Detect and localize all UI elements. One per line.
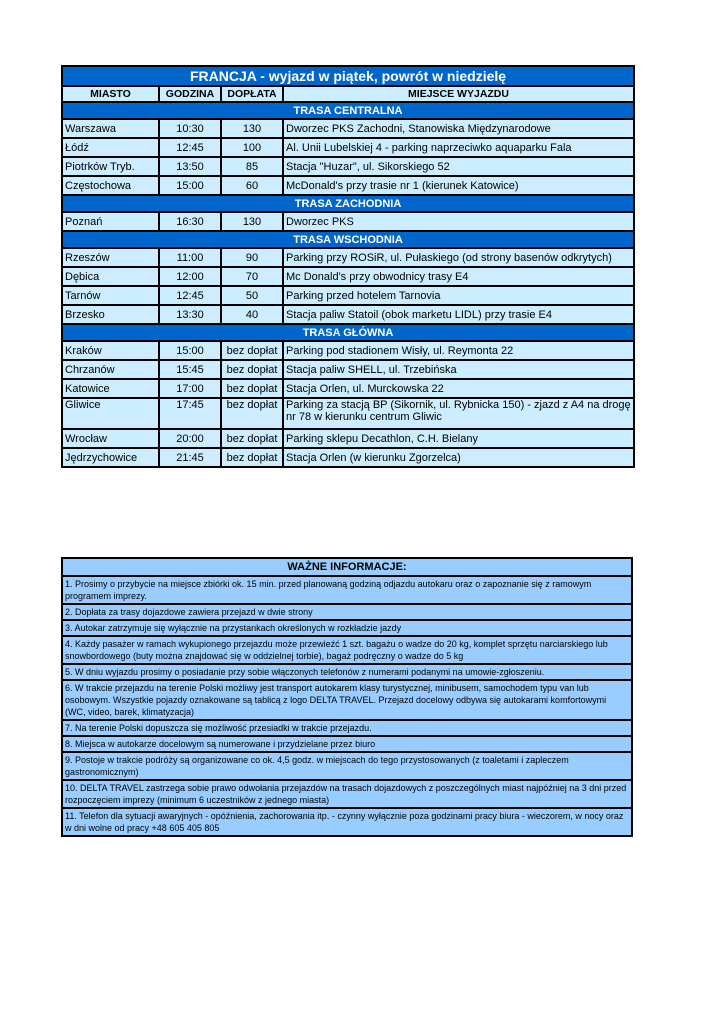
stop-time: 13:30 bbox=[159, 305, 221, 324]
stop-place: Stacja "Huzar", ul. Sikorskiego 52 bbox=[283, 157, 634, 176]
stop-place: Stacja paliw Statoil (obok marketu LIDL) przy trasie E4 bbox=[283, 305, 634, 324]
stop-surcharge: bez dopłat bbox=[221, 341, 283, 360]
stop-time: 11:00 bbox=[159, 248, 221, 267]
stop-time: 12:45 bbox=[159, 286, 221, 305]
stop-row bbox=[62, 286, 634, 305]
stop-city: Poznań bbox=[62, 212, 159, 231]
departure-schedule-table bbox=[61, 65, 635, 468]
stop-place: Parking sklepu Decathlon, C.H. Bielany bbox=[283, 429, 634, 448]
info-item: 10. DELTA TRAVEL zastrzega sobie prawo odwołania przejazdów na trasach dojazdowych z poszczególnych miast najpóźniej na 3 dni przed rozpoczęciem imprezy (minimum 6 uczestników z jednego miasta) bbox=[62, 780, 632, 808]
stop-place: Mc Donald's przy obwodnicy trasy E4 bbox=[283, 267, 634, 286]
stop-surcharge: bez dopłat bbox=[221, 379, 283, 398]
stop-surcharge: 40 bbox=[221, 305, 283, 324]
stop-surcharge: 50 bbox=[221, 286, 283, 305]
stop-time: 15:00 bbox=[159, 341, 221, 360]
stop-row bbox=[62, 119, 634, 138]
stop-surcharge: 90 bbox=[221, 248, 283, 267]
stop-place: Stacja paliw SHELL, ul. Trzebińska bbox=[283, 360, 634, 379]
stop-place: Stacja Orlen, ul. Murckowska 22 bbox=[283, 379, 634, 398]
stop-row bbox=[62, 305, 634, 324]
info-item-row bbox=[62, 620, 632, 636]
stop-surcharge: 70 bbox=[221, 267, 283, 286]
stop-place: Dworzec PKS Zachodni, Stanowiska Międzynarodowe bbox=[283, 119, 634, 138]
route-name: TRASA ZACHODNIA bbox=[62, 195, 634, 212]
stop-time: 16:30 bbox=[159, 212, 221, 231]
stop-place: Parking przy ROSiR, ul. Pułaskiego (od strony basenów odkrytych) bbox=[283, 248, 634, 267]
info-item-row bbox=[62, 780, 632, 808]
stop-row bbox=[62, 360, 634, 379]
stop-time: 12:45 bbox=[159, 138, 221, 157]
info-item-row bbox=[62, 736, 632, 752]
stop-row bbox=[62, 398, 634, 429]
route-name: TRASA WSCHODNIA bbox=[62, 231, 634, 248]
info-item: 6. W trakcie przejazdu na terenie Polski możliwy jest transport autokarem klasy turystycznej, minibusem, samochodem typu van lub osobowym. Wszystkie pojazdy oznakowane są tablicą z logo DELTA TRAVEL. Przejazd docelowy odbywa się autokarami komfortowymi (WC, video, barek, klimatyzacja) bbox=[62, 680, 632, 720]
info-title: WAŻNE INFORMACJE: bbox=[62, 558, 632, 576]
stop-city: Dębica bbox=[62, 267, 159, 286]
stop-time: 17:00 bbox=[159, 379, 221, 398]
route-name: TRASA GŁÓWNA bbox=[62, 324, 634, 341]
stop-city: Jędrzychowice bbox=[62, 448, 159, 467]
route-section-row bbox=[62, 195, 634, 212]
stop-row bbox=[62, 157, 634, 176]
stop-city: Kraków bbox=[62, 341, 159, 360]
stop-place: Parking za stacją BP (Sikornik, ul. Rybnicka 150) - zjazd z A4 na drogę nr 78 w kierunku centrum Gliwic bbox=[283, 398, 634, 429]
stop-surcharge: bez dopłat bbox=[221, 398, 283, 429]
stop-city: Brzesko bbox=[62, 305, 159, 324]
stop-surcharge: 130 bbox=[221, 119, 283, 138]
stop-place: McDonald's przy trasie nr 1 (kierunek Katowice) bbox=[283, 176, 634, 195]
info-item: 3. Autokar zatrzymuje się wyłącznie na przystankach określonych w rozkładzie jazdy bbox=[62, 620, 632, 636]
info-item-row bbox=[62, 680, 632, 720]
info-item: 11. Telefon dla sytuacji awaryjnych - opóźnienia, zachorowania itp. - czynny wyłącznie poza godzinami pracy biura - wieczorem, w nocy oraz w dni wolne od pracy +48 605 405 805 bbox=[62, 808, 632, 836]
stop-surcharge: bez dopłat bbox=[221, 360, 283, 379]
stop-row bbox=[62, 212, 634, 231]
stop-row bbox=[62, 248, 634, 267]
route-section-row bbox=[62, 102, 634, 119]
info-item-row bbox=[62, 664, 632, 680]
stop-surcharge: bez dopłat bbox=[221, 429, 283, 448]
info-item: 5. W dniu wyjazdu prosimy o posiadanie przy sobie włączonych telefonów z numerami podanymi na umowie-zgłoszeniu. bbox=[62, 664, 632, 680]
stop-city: Katowice bbox=[62, 379, 159, 398]
stop-city: Rzeszów bbox=[62, 248, 159, 267]
stop-city: Łódź bbox=[62, 138, 159, 157]
route-section-row bbox=[62, 231, 634, 248]
stop-time: 15:00 bbox=[159, 176, 221, 195]
info-item: 8. Miejsca w autokarze docelowym są numerowane i przydzielane przez biuro bbox=[62, 736, 632, 752]
info-item: 7. Na terenie Polski dopuszcza się możliwość przesiadki w trakcie przejazdu. bbox=[62, 720, 632, 736]
stop-time: 17:45 bbox=[159, 398, 221, 429]
stop-surcharge: 100 bbox=[221, 138, 283, 157]
info-item-row bbox=[62, 636, 632, 664]
stop-time: 10:30 bbox=[159, 119, 221, 138]
stop-row bbox=[62, 341, 634, 360]
schedule-title: FRANCJA - wyjazd w piątek, powrót w niedzielę bbox=[62, 66, 634, 86]
stop-city: Częstochowa bbox=[62, 176, 159, 195]
header-time: GODZINA bbox=[159, 86, 221, 102]
info-item-row bbox=[62, 720, 632, 736]
route-name: TRASA CENTRALNA bbox=[62, 102, 634, 119]
info-item-row bbox=[62, 808, 632, 836]
stop-city: Tarnów bbox=[62, 286, 159, 305]
stop-time: 21:45 bbox=[159, 448, 221, 467]
important-info-table bbox=[61, 557, 633, 837]
stop-time: 12:00 bbox=[159, 267, 221, 286]
info-header-row bbox=[62, 558, 632, 576]
info-item-row bbox=[62, 604, 632, 620]
header-city: MIASTO bbox=[62, 86, 159, 102]
stop-surcharge: 85 bbox=[221, 157, 283, 176]
stop-place: Parking przed hotelem Tarnovia bbox=[283, 286, 634, 305]
schedule-title-row bbox=[62, 66, 634, 86]
stop-row bbox=[62, 429, 634, 448]
stop-row bbox=[62, 267, 634, 286]
stop-surcharge: bez dopłat bbox=[221, 448, 283, 467]
stop-row bbox=[62, 379, 634, 398]
route-section-row bbox=[62, 324, 634, 341]
info-item-row bbox=[62, 576, 632, 604]
info-item-row bbox=[62, 752, 632, 780]
stop-row bbox=[62, 448, 634, 467]
stop-city: Chrzanów bbox=[62, 360, 159, 379]
stop-city: Gliwice bbox=[62, 398, 159, 429]
info-item: 9. Postoje w trakcie podróży są organizowane co ok. 4,5 godz. w miejscach do tego przystosowanych (z toaletami i zapleczem gastronomicznym) bbox=[62, 752, 632, 780]
info-item: 1. Prosimy o przybycie na miejsce zbiórki ok. 15 min. przed planowaną godziną odjazdu autokaru oraz o zapoznanie się z ramowym programem imprezy. bbox=[62, 576, 632, 604]
stop-place: Al. Unii Lubelskiej 4 - parking naprzeciwko aquaparku Fala bbox=[283, 138, 634, 157]
stop-place: Stacja Orlen (w kierunku Zgorzelca) bbox=[283, 448, 634, 467]
stop-time: 20:00 bbox=[159, 429, 221, 448]
info-item: 2. Dopłata za trasy dojazdowe zawiera przejazd w dwie strony bbox=[62, 604, 632, 620]
header-surcharge: DOPŁATA bbox=[221, 86, 283, 102]
stop-row bbox=[62, 176, 634, 195]
info-item: 4. Każdy pasażer w ramach wykupionego przejazdu może przewieźć 1 szt. bagażu o wadze do 20 kg, komplet sprzętu narciarskiego lub snowbordowego (buty można znajdować się w oddzielnej torbie), bagaż podręczny o wadze do 5 kg bbox=[62, 636, 632, 664]
stop-time: 15:45 bbox=[159, 360, 221, 379]
header-place: MIEJSCE WYJAZDU bbox=[283, 86, 634, 102]
stop-time: 13:50 bbox=[159, 157, 221, 176]
schedule-header-row bbox=[62, 86, 634, 102]
stop-city: Warszawa bbox=[62, 119, 159, 138]
stop-place: Parking pod stadionem Wisły, ul. Reymonta 22 bbox=[283, 341, 634, 360]
stop-row bbox=[62, 138, 634, 157]
stop-city: Piotrków Tryb. bbox=[62, 157, 159, 176]
stop-surcharge: 130 bbox=[221, 212, 283, 231]
stop-city: Wrocław bbox=[62, 429, 159, 448]
stop-surcharge: 60 bbox=[221, 176, 283, 195]
stop-place: Dworzec PKS bbox=[283, 212, 634, 231]
